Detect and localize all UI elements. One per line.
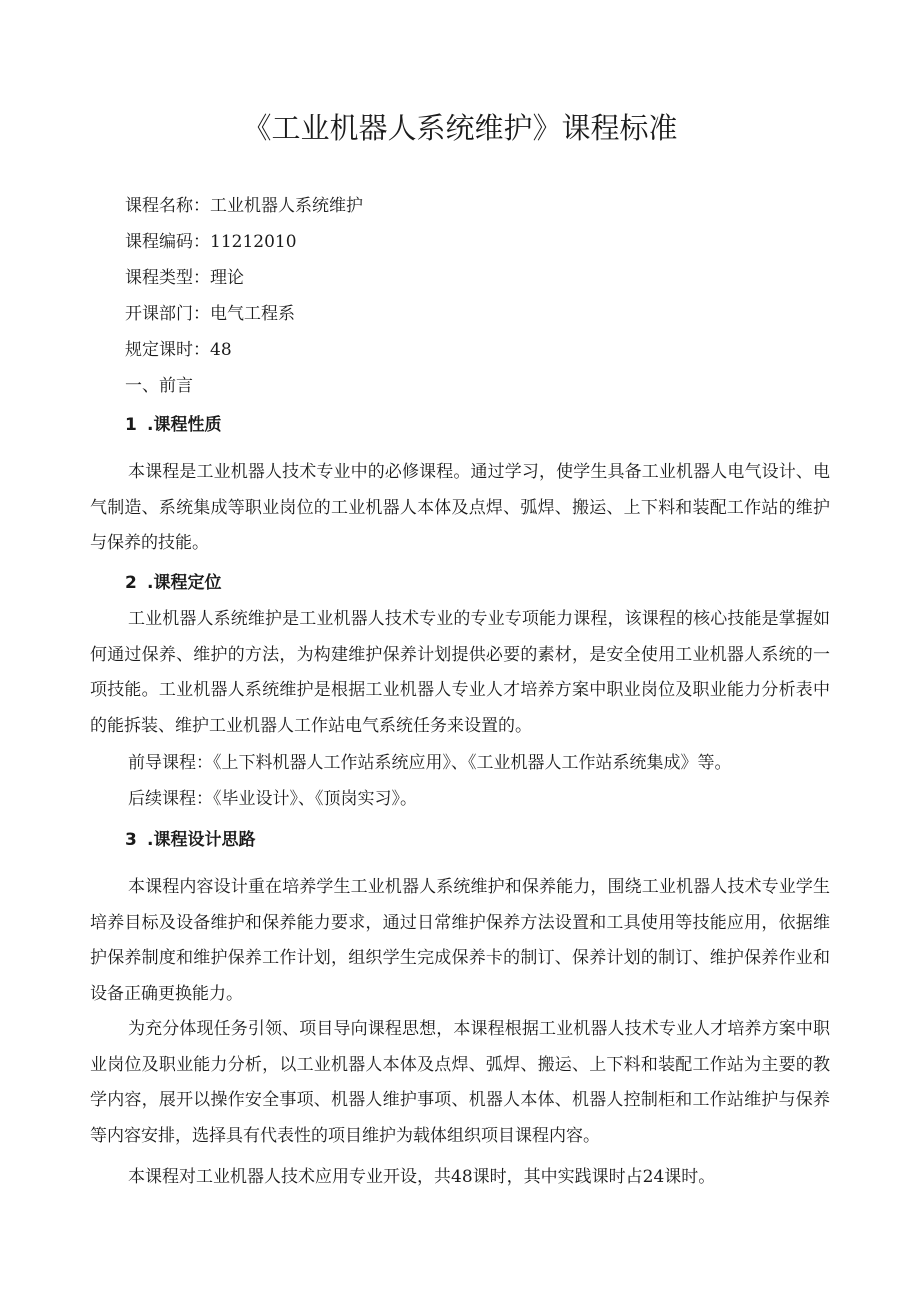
meta-hours (125, 337, 232, 363)
meta-value: 电气工程系 (210, 304, 295, 324)
meta-value: 理论 (210, 268, 244, 288)
subheading-course-nature (125, 412, 221, 438)
paragraph-course-position: 工业机器人系统维护是工业机器人技术专业的专业专项能力课程，该课程的核心技能是掌握如何通过保养、维护的方法，为构建维护保养计划提供必要的素材，是安全使用工业机器人系统的一项技能。工业机器人系统维护是根据工业机器人专业人才培养方案中职业岗位及职业能力分析表中的能拆装、维护工业机器人工作站电气系统任务来设置的。 (90, 609, 830, 736)
meta-label: 规定课时： (125, 340, 210, 360)
paragraph-design-approach-2: 为充分体现任务引领、项目导向课程思想，本课程根据工业机器人技术专业人才培养方案中职业岗位及职业能力分析，以工业机器人本体及点焊、弧焊、搬运、上下料和装配工作站为主要的教学内容，展开以操作安全事项、机器人维护事项、机器人本体、机器人控制柜和工作站维护与保养等内容安排，选择具有代表性的项目维护为载体组织项目课程内容。 (90, 1019, 830, 1146)
subheading-title: .课程设计思路 (147, 830, 256, 850)
meta-value: 11212010 (210, 232, 297, 252)
subheading-number: 3 (125, 830, 137, 850)
meta-label: 课程类型： (125, 268, 210, 288)
subheading-number: 2 (125, 573, 137, 593)
meta-department (125, 301, 295, 327)
meta-course-type (125, 265, 244, 291)
subheading-course-position (125, 570, 221, 596)
subheading-title: .课程性质 (147, 415, 222, 435)
section-heading-preface: 一、前言 (125, 376, 193, 396)
meta-value: 48 (210, 340, 232, 360)
meta-label: 课程编码： (125, 232, 210, 252)
subheading-design-approach (125, 827, 255, 853)
meta-label: 开课部门： (125, 304, 210, 324)
hours-statement: 本课程对工业机器人技术应用专业开设，共48课时，其中实践课时占24课时。 (128, 1167, 716, 1187)
prerequisite-courses: 前导课程：《上下料机器人工作站系统应用》、《工业机器人工作站系统集成》等。 (128, 753, 732, 773)
document-title: 《工业机器人系统维护》课程标准 (242, 111, 678, 145)
meta-value: 工业机器人系统维护 (210, 196, 363, 216)
meta-label: 课程名称： (125, 196, 210, 216)
meta-course-code (125, 229, 297, 255)
paragraph-design-approach-1: 本课程内容设计重在培养学生工业机器人系统维护和保养能力，围绕工业机器人技术专业学生培养目标及设备维护和保养能力要求，通过日常维护保养方法设置和工具使用等技能应用，依据维护保养制度和维护保养工作计划，组织学生完成保养卡的制订、保养计划的制订、维护保养作业和设备正确更换能力。 (90, 877, 830, 1004)
follow-up-courses: 后续课程：《毕业设计》、《顶岗实习》。 (128, 789, 417, 809)
paragraph-course-nature: 本课程是工业机器人技术专业中的必修课程。通过学习，使学生具备工业机器人电气设计、电气制造、系统集成等职业岗位的工业机器人本体及点焊、弧焊、搬运、上下料和装配工作站的维护与保养的技能。 (90, 462, 830, 553)
subheading-number: 1 (125, 415, 137, 435)
meta-course-name (125, 193, 363, 219)
subheading-title: .课程定位 (147, 573, 222, 593)
